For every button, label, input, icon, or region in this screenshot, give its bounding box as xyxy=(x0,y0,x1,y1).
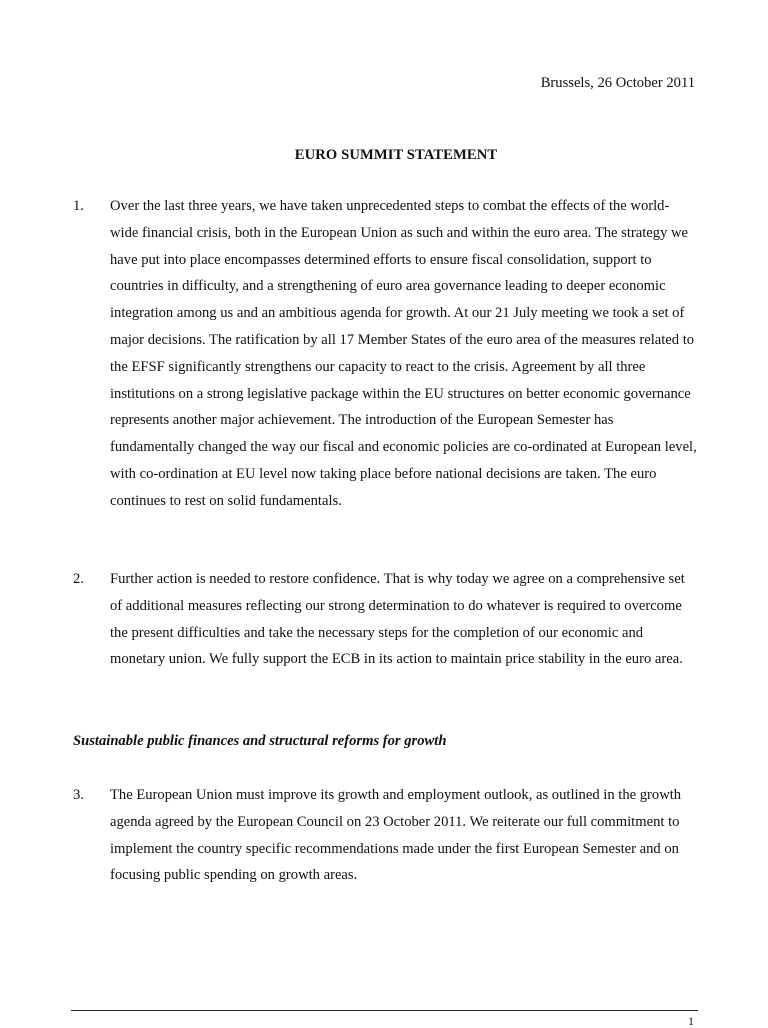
paragraph-text: Further action is needed to restore confidence. That is why today we agree on a comprehensive set of additional measures reflecting our strong determination to do whatever is required to overcome the present difficulties and take the necessary steps for the completion of our economic and monetary union. We fully support the ECB in its action to maintain price stability in the euro area. xyxy=(110,571,685,668)
section-heading: Sustainable public finances and structural reforms for growth xyxy=(73,733,447,749)
paragraph-2 xyxy=(73,566,697,673)
footer-divider xyxy=(71,1010,698,1011)
paragraph-text: Over the last three years, we have taken unprecedented steps to combat the effects of the world-wide financial crisis, both in the European Union as such and within the euro area. The strategy we have put into place encompasses determined efforts to ensure fiscal consolidation, support to countries in difficulty, and a strengthening of euro area governance leading to deeper economic integration among us and an ambitious agenda for growth. At our 21 July meeting we took a set of major decisions. The ratification by all 17 Member States of the euro area of the measures related to the EFSF significantly strengthens our capacity to react to the crisis. Agreement by all three institutions on a strong legislative package within the EU structures on better economic governance represents another major achievement. The introduction of the European Semester has fundamentally changed the way our fiscal and economic policies are co-ordinated at European level, with co-ordination at EU level now taking place before national decisions are taken. The euro continues to rest on solid fundamentals. xyxy=(110,198,697,509)
paragraph-number: 3. xyxy=(73,787,84,803)
page-number: 1 xyxy=(688,1014,694,1028)
paragraph-1 xyxy=(73,193,697,515)
dateline: Brussels, 26 October 2011 xyxy=(540,75,695,91)
paragraph-3 xyxy=(73,782,697,889)
paragraph-text: The European Union must improve its growth and employment outlook, as outlined in the growth agenda agreed by the European Council on 23 October 2011. We reiterate our full commitment to implement the country specific recommendations made under the first European Semester and on focusing public spending on growth areas. xyxy=(110,787,682,884)
paragraph-number: 1. xyxy=(73,198,84,214)
paragraph-number: 2. xyxy=(73,571,84,587)
document-title: EURO SUMMIT STATEMENT xyxy=(294,147,498,163)
